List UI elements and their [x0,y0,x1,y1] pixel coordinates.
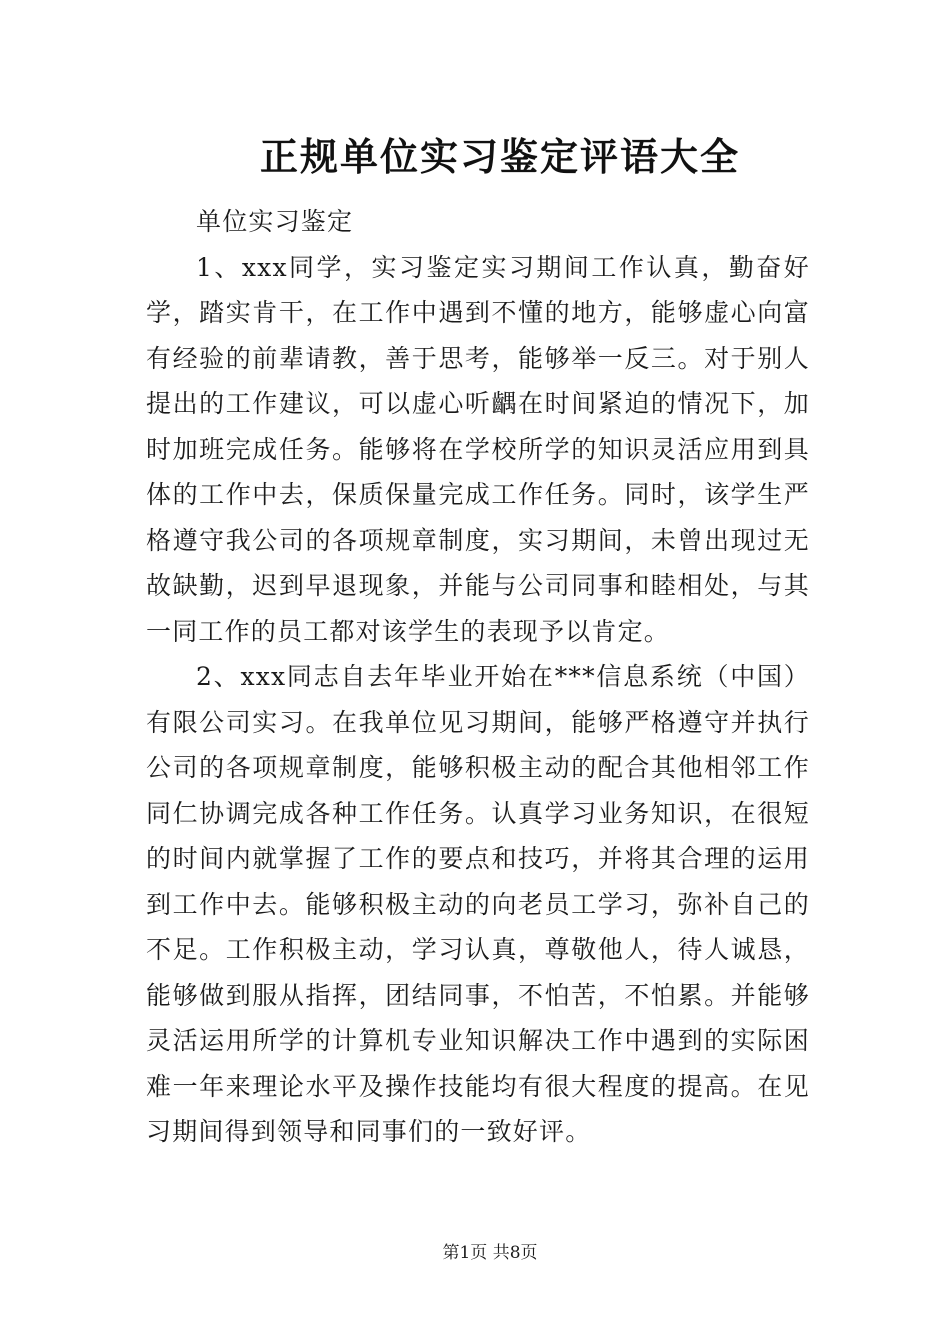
document-body [146,199,810,1155]
page-footer: 第1页 共8页 [442,1243,538,1263]
section-heading: 单位实习鉴定 [196,207,354,236]
document-title: 正规单位实习鉴定评语大全 [259,135,740,179]
paragraph-2: 2、xxx同志自去年毕业开始在***信息系统（中国）有限公司实习。在我单位见习期间，能够严格遵守并执行公司的各项规章制度，能够积极主动的配合其他相邻工作同仁协调完成各种工作任务。认真学习业务知识，在很短的时间内就掌握了工作的要点和技巧，并将其合理的运用到工作中去。能够积极主动的向老员工学习，弥补自己的不足。工作积极主动，学习认真，尊敬他人，待人诚恳，能够做到服从指挥，团结同事，不怕苦，不怕累。并能够灵活运用所学的计算机专业知识解决工作中遇到的实际困难一年来理论水平及操作技能均有很大程度的提高。在见习期间得到领导和同事们的一致好评。 [146,662,810,1146]
paragraph-1: 1、xxx同学，实习鉴定实习期间工作认真，勤奋好学，踏实肯干，在工作中遇到不懂的地方，能够虚心向富有经验的前辈请教，善于思考，能够举一反三。对于别人提出的工作建议，可以虚心听齵在时间紧迫的情况下，加时加班完成任务。能够将在学校所学的知识灵活应用到具体的工作中去，保质保量完成工作任务。同时，该学生严格遵守我公司的各项规章制度，实习期间，未曾出现过无故缺勤，迟到早退现象，并能与公司同事和睦相处，与其一同工作的员工都对该学生的表现予以肯定。 [146,252,810,646]
